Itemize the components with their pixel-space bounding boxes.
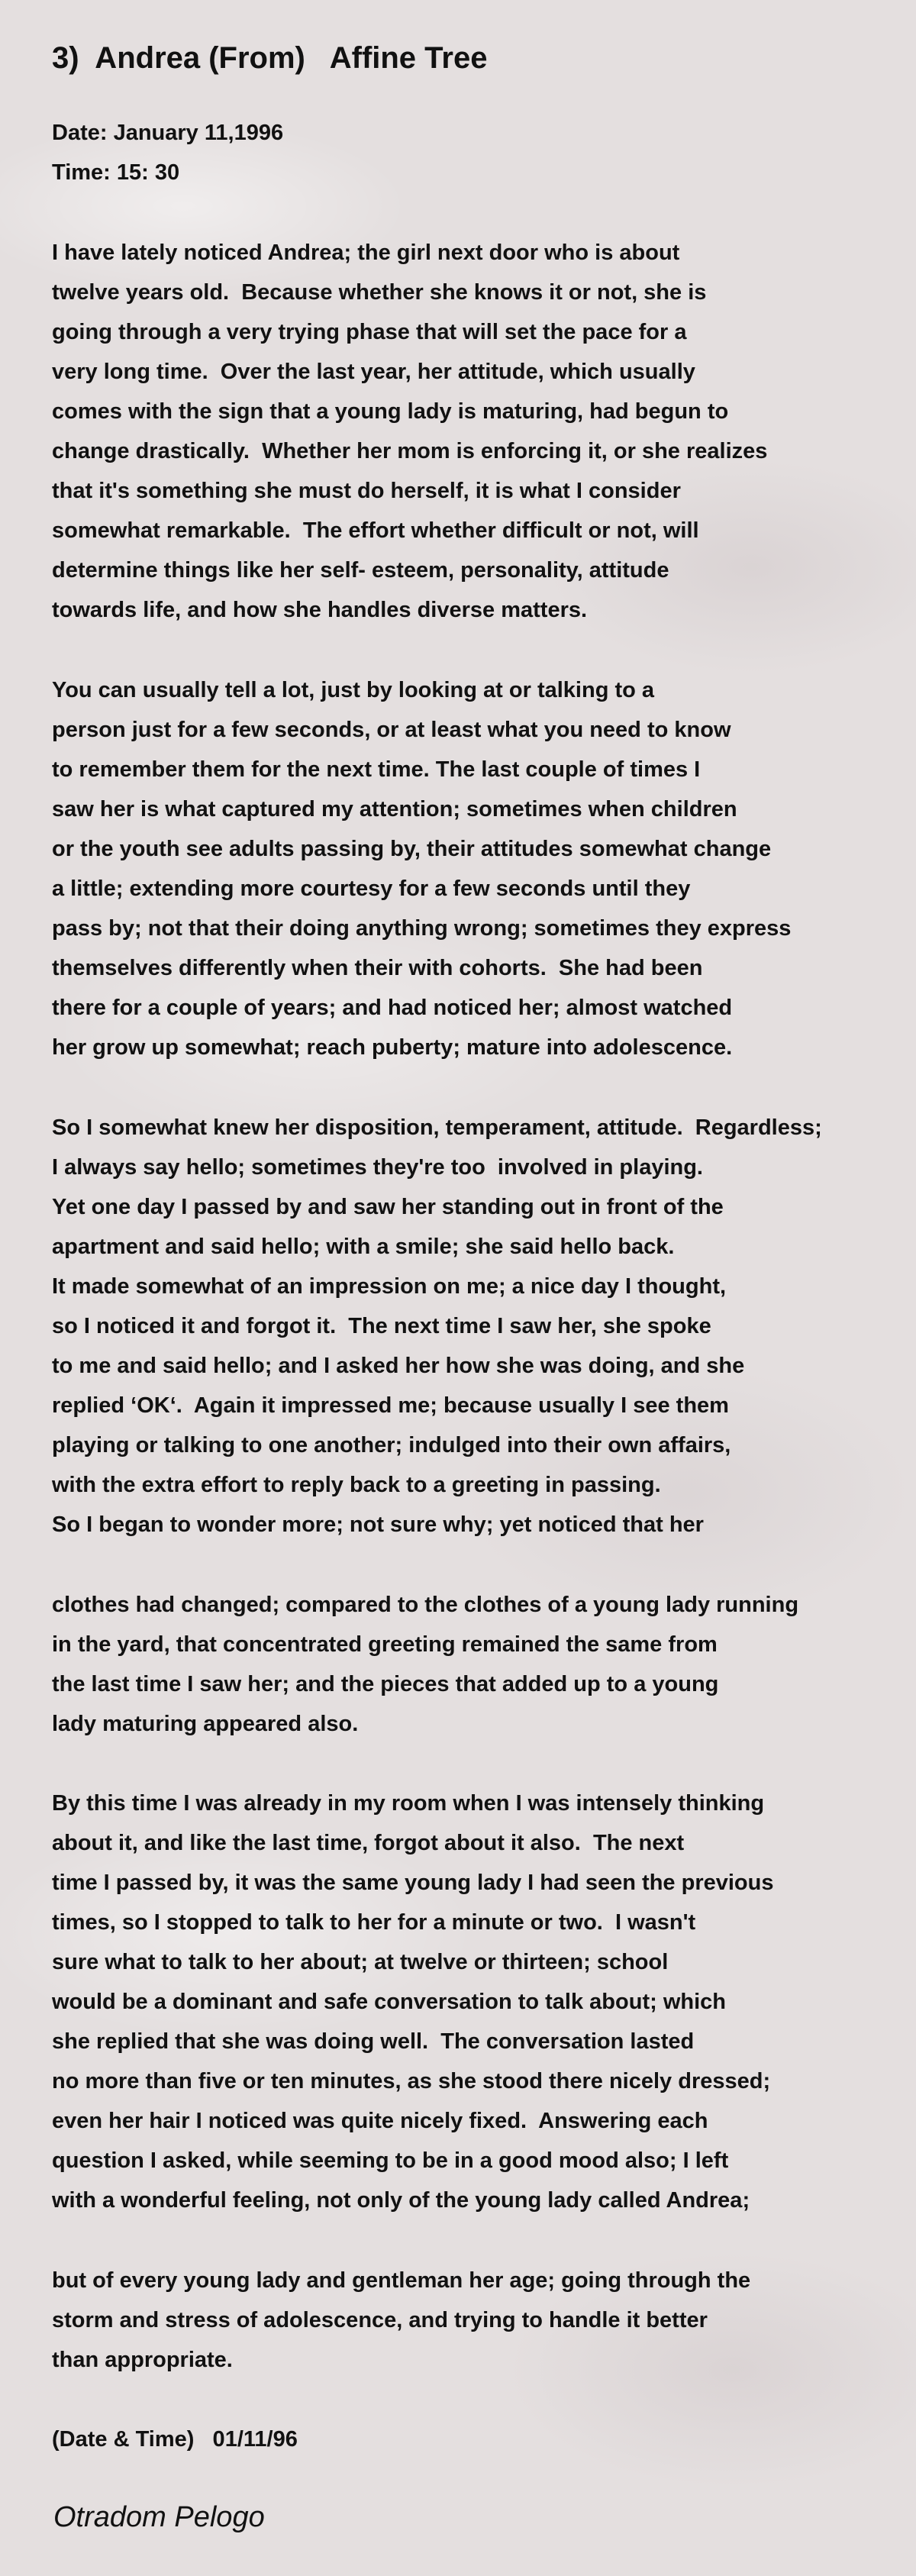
poem-line: she replied that she was doing well. The conversation lasted xyxy=(52,2029,695,2054)
poem-line: or the youth see adults passing by, their attitudes somewhat change xyxy=(52,837,772,861)
poem-date: Date: January 11,1996 xyxy=(52,121,284,145)
poem-time: Time: 15: 30 xyxy=(52,160,180,185)
poem-line: So I began to wonder more; not sure why; yet noticed that her xyxy=(52,1512,704,1537)
poem-line: a little; extending more courtesy for a few seconds until they xyxy=(52,876,691,901)
poem-line: I have lately noticed Andrea; the girl next door who is about xyxy=(52,240,680,265)
poem-line: somewhat remarkable. The effort whether difficult or not, will xyxy=(52,518,699,543)
author-signature: Otradom Pelogo xyxy=(53,2501,265,2533)
poem-line: themselves differently when their with cohorts. She had been xyxy=(52,956,703,980)
stanza-1 xyxy=(52,233,907,630)
stanza-2 xyxy=(52,670,907,1067)
poem-line: towards life, and how she handles diverse matters. xyxy=(52,598,588,622)
poem-line: twelve years old. Because whether she knows it or not, she is xyxy=(52,280,707,305)
poem-line: question I asked, while seeming to be in a good mood also; I left xyxy=(52,2148,729,2173)
poem-line: very long time. Over the last year, her attitude, which usually xyxy=(52,360,695,384)
poem-line: Yet one day I passed by and saw her standing out in front of the xyxy=(52,1195,724,1219)
poem-line: about it, and like the last time, forgot about it also. The next xyxy=(52,1831,685,1855)
poem-line: with the extra effort to reply back to a greeting in passing. xyxy=(52,1473,661,1497)
stanza-5 xyxy=(52,1784,907,2220)
poem-line: no more than five or ten minutes, as she stood there nicely dressed; xyxy=(52,2069,771,2093)
poem-line: So I somewhat knew her disposition, temperament, attitude. Regardless; xyxy=(52,1115,822,1140)
poem-line: there for a couple of years; and had noticed her; almost watched xyxy=(52,996,733,1020)
poem-line: the last time I saw her; and the pieces that added up to a young xyxy=(52,1672,719,1696)
poem-line: so I noticed it and forgot it. The next time I saw her, she spoke xyxy=(52,1314,711,1338)
poem-line: By this time I was already in my room when I was intensely thinking xyxy=(52,1791,765,1816)
poem-line: even her hair I noticed was quite nicely fixed. Answering each xyxy=(52,2109,708,2133)
closing-date-time: (Date & Time) 01/11/96 xyxy=(52,2427,298,2452)
poem-line: to remember them for the next time. The last couple of times I xyxy=(52,757,701,782)
poem-line: time I passed by, it was the same young lady I had seen the previous xyxy=(52,1871,774,1895)
poem-line: apartment and said hello; with a smile; she said hello back. xyxy=(52,1235,675,1259)
poem-line: that it's something she must do herself, it is what I consider xyxy=(52,479,681,503)
poem-line: You can usually tell a lot, just by looking at or talking to a xyxy=(52,678,655,702)
poem-line: but of every young lady and gentleman her age; going through the xyxy=(52,2268,751,2293)
poem-line: would be a dominant and safe conversation to talk about; which xyxy=(52,1990,726,2014)
poem-line: in the yard, that concentrated greeting remained the same from xyxy=(52,1632,718,1657)
poem-line: sure what to talk to her about; at twelve or thirteen; school xyxy=(52,1950,669,1974)
poem-line: her grow up somewhat; reach puberty; mature into adolescence. xyxy=(52,1035,733,1060)
poem-line: pass by; not that their doing anything wrong; sometimes they express xyxy=(52,916,792,941)
poem-line: with a wonderful feeling, not only of the young lady called Andrea; xyxy=(52,2188,750,2213)
poem-line: It made somewhat of an impression on me; a nice day I thought, xyxy=(52,1274,727,1299)
stanza-6 xyxy=(52,2261,907,2380)
poem-line: playing or talking to one another; indulged into their own affairs, xyxy=(52,1433,731,1457)
stanza-4 xyxy=(52,1585,907,1744)
poem-title: 3) Andrea (From) Affine Tree xyxy=(52,41,488,75)
poem-line: to me and said hello; and I asked her how she was doing, and she xyxy=(52,1354,745,1378)
poem-line: determine things like her self- esteem, personality, attitude xyxy=(52,558,669,583)
poem-line: comes with the sign that a young lady is maturing, had begun to xyxy=(52,399,729,424)
poem-line: clothes had changed; compared to the clothes of a young lady running xyxy=(52,1593,799,1617)
poem-line: times, so I stopped to talk to her for a minute or two. I wasn't xyxy=(52,1910,696,1935)
poem-line: change drastically. Whether her mom is enforcing it, or she realizes xyxy=(52,439,768,463)
poem-line: lady maturing appeared also. xyxy=(52,1712,359,1736)
poem-line: going through a very trying phase that will set the pace for a xyxy=(52,320,687,344)
poem-line: person just for a few seconds, or at least what you need to know xyxy=(52,718,731,742)
poem-line: saw her is what captured my attention; sometimes when children xyxy=(52,797,737,822)
poem-line: I always say hello; sometimes they're too involved in playing. xyxy=(52,1155,703,1180)
poem-line: storm and stress of adolescence, and trying to handle it better xyxy=(52,2308,708,2332)
poem-line: replied ‘OK‘. Again it impressed me; because usually I see them xyxy=(52,1393,729,1418)
stanza-3 xyxy=(52,1108,907,1545)
poem-line: than appropriate. xyxy=(52,2348,233,2372)
